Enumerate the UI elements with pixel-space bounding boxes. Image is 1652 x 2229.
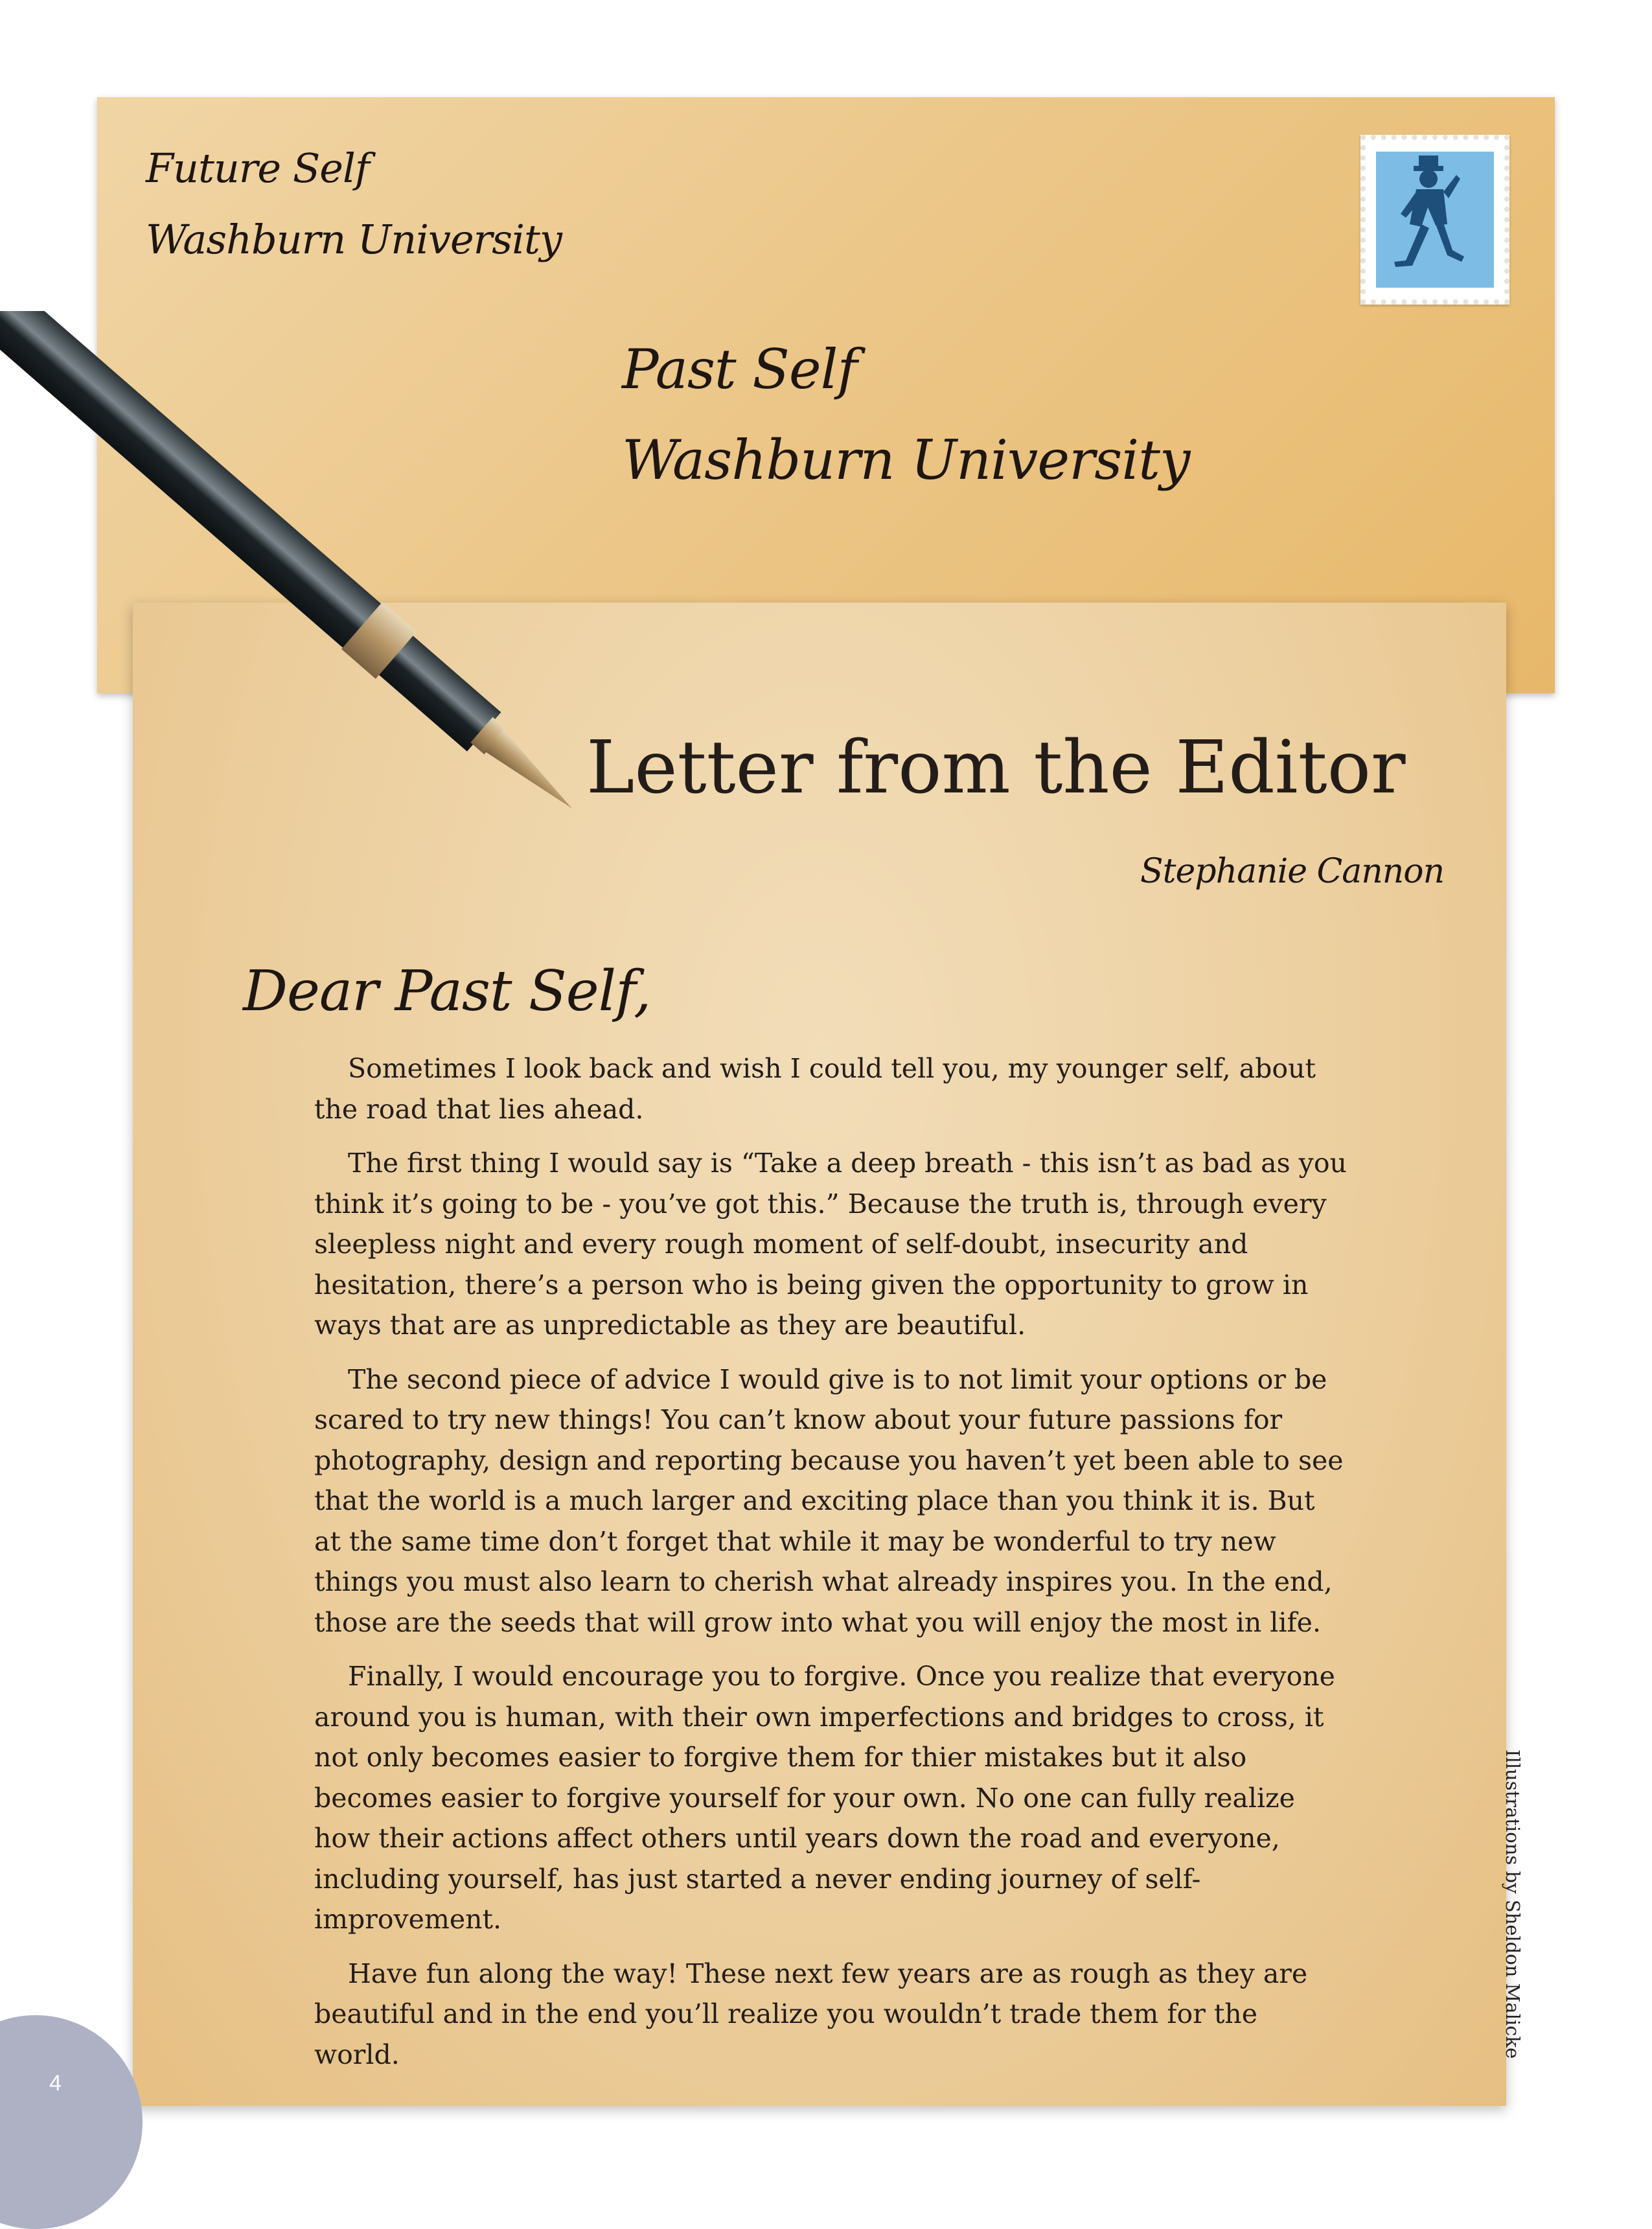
body-paragraph: The second piece of advice I would give is to not limit your options or be scared to try new things! You can’t know about your future passions for photography, design and reporting because you haven’t yet been able to see that the world is a much larger and exciting place than you think it is. But at the same time don’t forget that while it may be wonderful to try new things you must also learn to cherish what already inspires you. In the end, those are the seeds that will grow into what you will enjoy the most in life. (314, 1363, 1344, 1638)
illustration-credit: Illustrations by Sheldon Malicke (1502, 1750, 1524, 2059)
body-paragraph: Sometimes I look back and wish I could tell you, my younger self, about the road that lies ahead. (314, 1053, 1316, 1125)
letter-body (314, 1048, 1348, 2088)
postage-stamp-icon (1360, 135, 1509, 305)
author-byline: Stephanie Cannon (1140, 852, 1445, 891)
page-number: 4 (49, 2071, 62, 2096)
body-paragraph: Have fun along the way! These next few years are as rough as they are beautiful and in the end you’ll realize you wouldn’t trade them for the world. (314, 1958, 1308, 2070)
stamp-image (1376, 152, 1494, 288)
return-address-line: Washburn University (146, 216, 562, 263)
salutation: Dear Past Self, (243, 959, 651, 1024)
recipient-address-line: Past Self (622, 338, 857, 401)
return-address-line: Future Self (146, 144, 369, 192)
article-title: Letter from the Editor (586, 726, 1406, 810)
page-number-tab (0, 2015, 143, 2229)
fountain-pen-icon (0, 311, 648, 972)
walking-man-icon (1376, 152, 1484, 277)
return-address (146, 133, 562, 275)
recipient-address-line: Washburn University (622, 428, 1190, 492)
body-paragraph: Finally, I would encourage you to forgive. Once you realize that everyone around you is human, with their own imperfections and bridges to cross, it not only becomes easier to forgive them for thier mistakes but it also becomes easier to forgive yourself for your own. No one can fully realize how their actions affect others until years down the road and everyone, including yourself, has just started a never ending journey of self-improvement. (314, 1661, 1335, 1935)
recipient-address (622, 324, 1189, 505)
body-paragraph: The first thing I would say is “Take a deep breath - this isn’t as bad as you think it’s going to be - you’ve got this.” Because the truth is, through every sleepless night and every rough moment of self-doubt, insecurity and hesitation, there’s a person who is being given the opportunity to grow in ways that are as unpredictable as they are beautiful. (314, 1148, 1347, 1341)
